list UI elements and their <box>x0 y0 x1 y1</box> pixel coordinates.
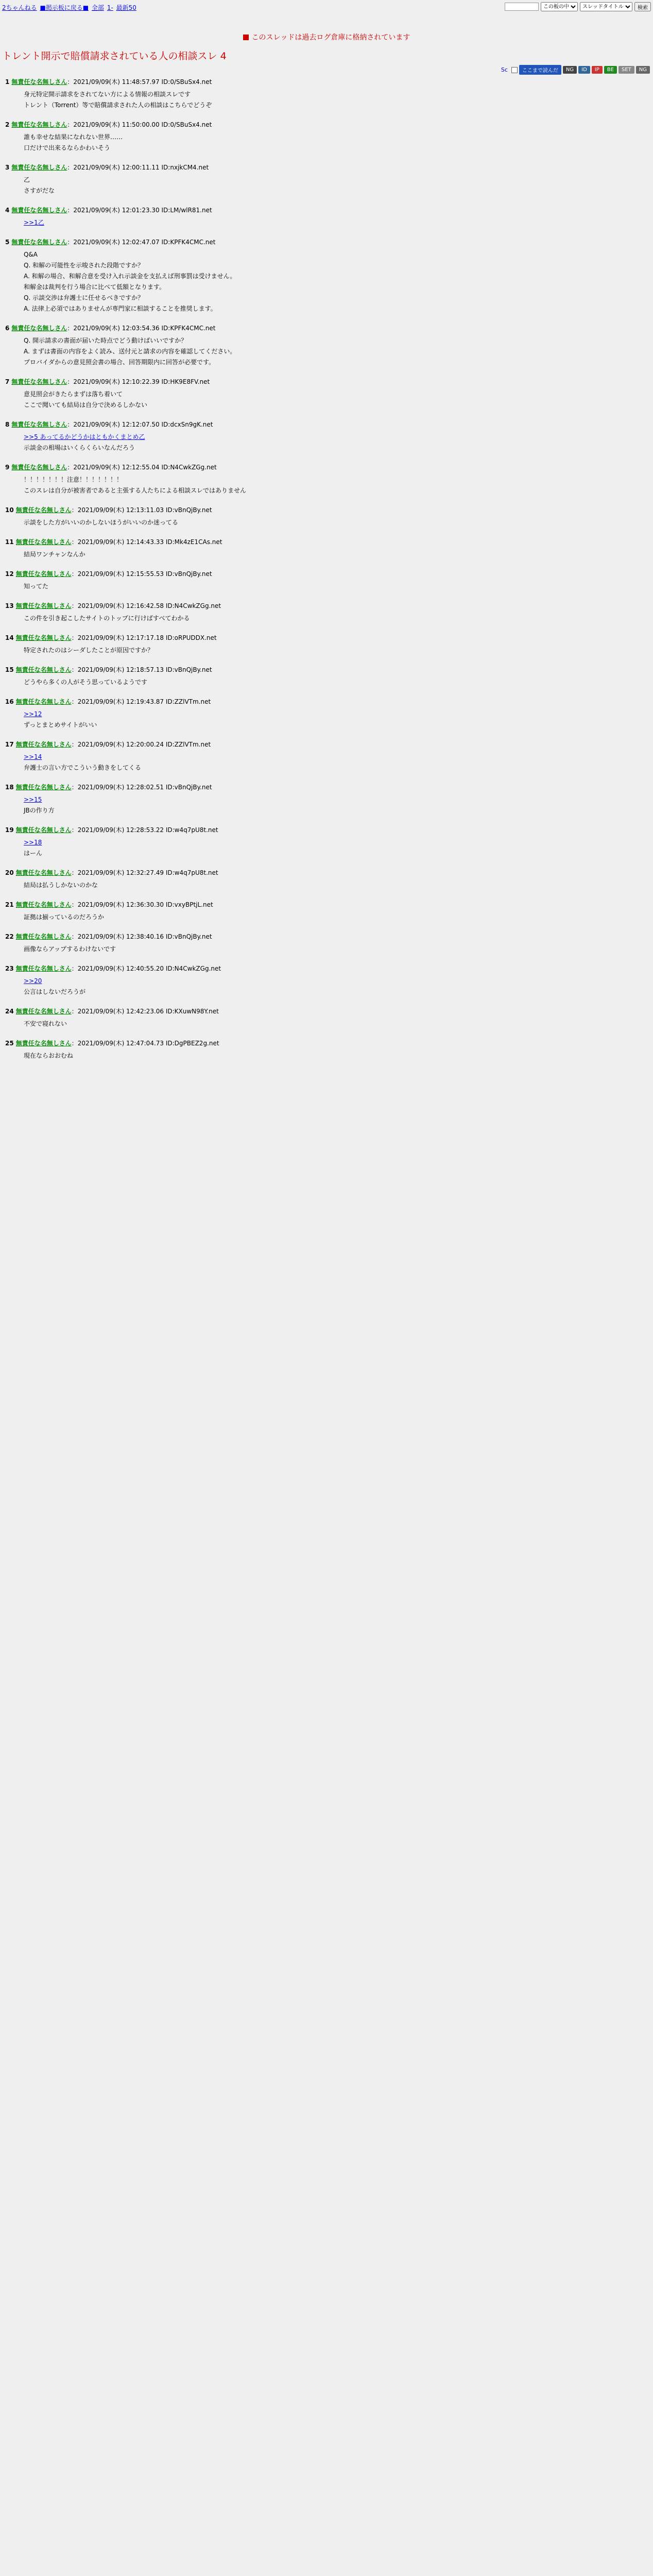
post-body <box>24 944 644 955</box>
post-header <box>5 964 644 973</box>
post-number[interactable]: 2 <box>5 121 10 128</box>
post-header <box>5 238 644 246</box>
post-header <box>5 932 644 941</box>
post-body <box>24 474 644 496</box>
post-header <box>5 1039 644 1047</box>
poster-name[interactable]: 無責任な名無しさん <box>11 378 67 385</box>
post-header <box>5 633 644 642</box>
post-text-line: 証拠は揃っているのだろうか <box>24 913 105 921</box>
post <box>5 569 644 592</box>
poster-name[interactable]: 無責任な名無しさん <box>11 464 67 471</box>
poster-name-wrap <box>16 741 72 748</box>
reply-anchor-link[interactable]: >>18 <box>24 839 42 846</box>
post <box>5 964 644 997</box>
poster-name-wrap <box>16 784 72 791</box>
post-body <box>24 89 644 111</box>
post-header <box>5 206 644 214</box>
post <box>5 783 644 816</box>
post <box>5 163 644 196</box>
post-meta: ：2021/09/09(木) 12:19:43.87 ID:ZZlVTm.net <box>71 698 211 705</box>
poster-name-wrap <box>16 698 72 705</box>
post-header <box>5 463 644 471</box>
post-body <box>24 432 644 453</box>
poster-name[interactable]: 無責任な名無しさん <box>15 698 72 705</box>
post-text-line: はーん <box>24 850 43 857</box>
post-meta: ：2021/09/09(木) 12:10:22.39 ID:HK9E8FV.net <box>67 378 210 385</box>
poster-name[interactable]: 無責任な名無しさん <box>11 121 67 128</box>
poster-name-wrap <box>11 121 67 128</box>
post-text-line: 不安で寝れない <box>24 1020 67 1027</box>
post-number[interactable]: 14 <box>5 634 14 641</box>
post-number[interactable]: 8 <box>5 421 10 428</box>
post-header <box>5 697 644 706</box>
post-body <box>24 389 644 411</box>
vote-link[interactable]: Sc <box>501 66 508 73</box>
top-nav <box>2 1 138 14</box>
post-number[interactable]: 22 <box>5 933 14 940</box>
post-meta: ：2021/09/09(木) 11:48:57.97 ID:0/SBuSx4.net <box>67 78 212 86</box>
post-meta: ：2021/09/09(木) 12:38:40.16 ID:vBnQjBy.net <box>71 933 212 940</box>
post-body <box>24 217 644 228</box>
post-body <box>24 752 644 773</box>
tag-be[interactable]: BE <box>604 66 617 74</box>
post-meta: ：2021/09/09(木) 12:36:30.30 ID:vxyBPtjL.net <box>71 901 213 908</box>
reply-anchor-link[interactable]: >>12 <box>24 710 42 718</box>
post-body <box>24 581 644 592</box>
thread-toolbar <box>501 65 650 75</box>
post-number[interactable]: 3 <box>5 164 10 171</box>
post-body <box>24 175 644 196</box>
search-input[interactable] <box>505 3 539 11</box>
post-number[interactable]: 17 <box>5 741 14 748</box>
post-text-line: Q. 和解の可能性を示唆された段階ですか？ <box>24 262 144 269</box>
post-meta: ：2021/09/09(木) 12:28:53.22 ID:w4q7pU8t.net <box>71 826 218 834</box>
poster-name[interactable]: 無責任な名無しさん <box>15 570 72 578</box>
post-text-line: JBの作り方 <box>24 807 55 814</box>
poster-name-wrap <box>11 325 67 332</box>
post-number[interactable]: 7 <box>5 378 10 385</box>
post-header <box>5 505 644 514</box>
poster-name[interactable]: 無責任な名無しさん <box>11 421 67 428</box>
post-meta: ：2021/09/09(木) 12:17:17.18 ID:oRPUDDX.net <box>71 634 217 641</box>
nav-link-all[interactable]: 全部 <box>91 4 104 11</box>
post-text-line: どうやら多くの人がそう思っているようです <box>24 679 148 686</box>
post-body <box>24 132 644 154</box>
post-number[interactable]: 21 <box>5 901 14 908</box>
post-meta: ：2021/09/09(木) 12:15:55.53 ID:vBnQjBy.net <box>71 570 212 578</box>
post-text-line: A. まずは書面の内容をよく読み、送付元と請求の内容を確認してください。 <box>24 348 236 355</box>
post <box>5 601 644 624</box>
post-meta: ：2021/09/09(木) 12:32:27.49 ID:w4q7pU8t.net <box>71 869 218 876</box>
post <box>5 1007 644 1029</box>
post-body <box>24 549 644 560</box>
poster-name[interactable]: 無責任な名無しさん <box>15 538 72 546</box>
warning-icon <box>243 35 249 40</box>
poster-name-wrap <box>16 965 72 972</box>
post-meta: ：2021/09/09(木) 12:12:55.04 ID:N4CwkZGg.net <box>67 464 217 471</box>
tag-set[interactable]: SET <box>618 66 634 74</box>
post-header <box>5 537 644 546</box>
post-meta: ：2021/09/09(木) 12:01:23.30 ID:LM/wlR81.net <box>67 207 212 214</box>
post-meta: ：2021/09/09(木) 12:14:43.33 ID:Mk4zE1CAs.net <box>71 538 222 546</box>
post-text-line: 知ってた <box>24 583 49 590</box>
post-header <box>5 900 644 909</box>
post-number[interactable]: 25 <box>5 1040 14 1047</box>
reply-anchor-link[interactable]: >>1乙 <box>24 219 44 226</box>
post-body <box>24 1050 644 1061</box>
post-body <box>24 709 644 731</box>
poster-name[interactable]: 無責任な名無しさん <box>15 933 72 940</box>
post-meta: ：2021/09/09(木) 12:12:07.50 ID:dcxSn9gK.net <box>67 421 213 428</box>
poster-name-wrap <box>16 666 72 673</box>
post-meta: ：2021/09/09(木) 12:16:42.58 ID:N4CwkZGg.net <box>71 602 221 609</box>
post-meta: ：2021/09/09(木) 12:47:04.73 ID:DgPBEZ2g.net <box>71 1040 219 1047</box>
poster-name-wrap <box>16 1008 72 1015</box>
poster-name[interactable]: 無責任な名無しさん <box>15 602 72 609</box>
post-header <box>5 163 644 172</box>
post <box>5 463 644 496</box>
post <box>5 868 644 891</box>
post-text-line: このスレは自分が被害者であると主張する人たちによる相談スレではありません <box>24 487 247 494</box>
post <box>5 505 644 528</box>
nav-link-2ch[interactable]: 2ちゃんねる <box>2 4 37 11</box>
post-number[interactable]: 1 <box>5 78 10 86</box>
post-text-line: 口だけで出来るならかわいそう <box>24 144 111 151</box>
post-text-line: 身元特定開示請求をされてない方による情報の相談スレです <box>24 91 191 98</box>
poster-name-wrap <box>16 826 72 834</box>
post-body <box>24 880 644 891</box>
post-text-line: 公言はしないだろうが <box>24 988 86 995</box>
post-text-line: 乙 <box>24 176 30 183</box>
poster-name[interactable]: 無責任な名無しさん <box>11 78 67 86</box>
post-meta: ：2021/09/09(木) 12:20:00.24 ID:ZZlVTm.net <box>71 741 211 748</box>
reply-anchor-link[interactable]: >>20 <box>24 977 42 985</box>
search-button[interactable]: 検索 <box>634 2 651 11</box>
nav-link-board[interactable]: ■掲示板に戻る■ <box>40 4 89 11</box>
post-body <box>24 517 644 528</box>
post-text-line: Q&A <box>24 251 38 258</box>
post-number[interactable]: 10 <box>5 506 14 514</box>
post-meta: ：2021/09/09(木) 12:28:02.51 ID:vBnQjBy.net <box>71 784 212 791</box>
post <box>5 377 644 411</box>
post <box>5 633 644 656</box>
poster-name[interactable]: 無責任な名無しさん <box>11 239 67 246</box>
poster-name-wrap <box>16 901 72 908</box>
post <box>5 1039 644 1061</box>
bookmark-checkbox[interactable] <box>511 67 518 73</box>
post-meta: ：2021/09/09(木) 12:18:57.13 ID:vBnQjBy.net <box>71 666 212 673</box>
nav-link-first[interactable]: 1- <box>107 4 113 11</box>
post-text-line: 結局ワンチャンなんか <box>24 551 85 558</box>
post-header <box>5 420 644 429</box>
poster-name-wrap <box>11 207 67 214</box>
post-number[interactable]: 19 <box>5 826 14 834</box>
poster-name[interactable]: 無責任な名無しさん <box>15 506 72 514</box>
nav-link-latest50[interactable]: 最新50 <box>116 4 136 11</box>
post-number[interactable]: 15 <box>5 666 14 673</box>
post-body <box>24 794 644 816</box>
post-body <box>24 677 644 688</box>
post <box>5 740 644 773</box>
post <box>5 665 644 688</box>
post-number[interactable]: 4 <box>5 207 10 214</box>
post-meta: ：2021/09/09(木) 11:50:00.00 ID:0/SBuSx4.net <box>67 121 212 128</box>
poster-name[interactable]: 無責任な名無しさん <box>15 784 72 791</box>
tag-id[interactable]: ID <box>578 66 590 74</box>
archive-notice: このスレッドは過去ログ倉庫に格納されています <box>0 32 653 42</box>
poster-name[interactable]: 無責任な名無しさん <box>15 634 72 641</box>
post-meta: ：2021/09/09(木) 12:02:47.07 ID:KPFK4CMC.net <box>67 239 216 246</box>
post <box>5 206 644 228</box>
tag-ng[interactable]: NG <box>563 66 577 74</box>
poster-name-wrap <box>16 570 72 578</box>
post-header <box>5 120 644 129</box>
post-text-line: 示談をした方がいいのかしないほうがいいのか迷ってる <box>24 519 179 526</box>
search-scope-select[interactable] <box>541 2 578 11</box>
poster-name-wrap <box>11 239 67 246</box>
tag-ng2[interactable]: NG <box>636 66 650 74</box>
thread-posts <box>5 77 644 1071</box>
post-header <box>5 1007 644 1015</box>
post-meta: ：2021/09/09(木) 12:13:11.03 ID:vBnQjBy.net <box>71 506 212 514</box>
post-number[interactable]: 23 <box>5 965 14 972</box>
post <box>5 77 644 111</box>
post <box>5 900 644 923</box>
poster-name-wrap <box>16 1040 72 1047</box>
post-text-line: 結局は払うしかないのかな <box>24 882 98 889</box>
post <box>5 537 644 560</box>
post-text-line: 特定されたのはシーダしたことが原因ですか？ <box>24 647 154 654</box>
poster-name-wrap <box>16 602 72 609</box>
post-header <box>5 601 644 610</box>
reply-anchor-link[interactable]: >>5 あってるかどうかはともかくまとめ乙 <box>24 433 145 440</box>
poster-name-wrap <box>16 506 72 514</box>
post-text-line: 誰も幸せな結果になれない世界…… <box>24 133 123 141</box>
post-text-line: 意見照会がきたらまずは落ち着いて <box>24 391 123 398</box>
post-text-line: A. 和解の場合、和解合意を受け入れ示談金を支払えば刑事罰は受けません。 <box>24 273 236 280</box>
poster-name-wrap <box>16 538 72 546</box>
post-header <box>5 377 644 386</box>
thread-title: トレント開示で賠償請求されている人の相談スレ 4 <box>2 50 227 62</box>
poster-name-wrap <box>16 634 72 641</box>
tag-read[interactable]: ここまで読んだ <box>519 65 561 75</box>
poster-name-wrap <box>11 421 67 428</box>
poster-name[interactable]: 無責任な名無しさん <box>15 869 72 876</box>
post-body <box>24 645 644 656</box>
post-meta: ：2021/09/09(木) 12:00:11.11 ID:nxjkCM4.net <box>67 164 209 171</box>
search-bar <box>505 2 651 11</box>
post-body <box>24 976 644 997</box>
poster-name[interactable]: 無責任な名無しさん <box>15 1008 72 1015</box>
poster-name[interactable]: 無責任な名無しさん <box>15 741 72 748</box>
tag-ip[interactable]: IP <box>592 66 603 74</box>
poster-name-wrap <box>11 378 67 385</box>
post-text-line: さすがだな <box>24 187 55 194</box>
post-meta: ：2021/09/09(木) 12:42:23.06 ID:KXuwN98Y.net <box>71 1008 219 1015</box>
post-text-line: 弁護士の言い方でこういう動きをしてくる <box>24 764 142 771</box>
post-body <box>24 335 644 368</box>
post-body <box>24 837 644 859</box>
poster-name[interactable]: 無責任な名無しさん <box>15 666 72 673</box>
post-text-line: トレント（Torrent）等で賠償請求された人の相談はこちらでどうぞ <box>24 101 212 109</box>
post-header <box>5 740 644 749</box>
post-number[interactable]: 16 <box>5 698 14 705</box>
poster-name-wrap <box>11 78 67 86</box>
post-number[interactable]: 13 <box>5 602 14 609</box>
post-header <box>5 324 644 332</box>
post-number[interactable]: 5 <box>5 239 10 246</box>
post-text-line: ！！！！！！！注意！！！！！！！ <box>24 476 123 483</box>
poster-name-wrap <box>16 869 72 876</box>
post-number[interactable]: 11 <box>5 538 14 546</box>
post-text-line: A. 法律上必須ではありませんが専門家に相談することを推奨します。 <box>24 305 217 312</box>
post <box>5 324 644 368</box>
post <box>5 932 644 955</box>
post <box>5 120 644 154</box>
post-header <box>5 783 644 791</box>
poster-name[interactable]: 無責任な名無しさん <box>11 164 67 171</box>
reply-anchor-link[interactable]: >>14 <box>24 753 42 760</box>
post-header <box>5 77 644 86</box>
search-sort-select[interactable] <box>580 2 632 11</box>
post-text-line: Q. 示談交渉は弁護士に任せるべきですか？ <box>24 294 144 301</box>
post-number[interactable]: 6 <box>5 325 10 332</box>
post-header <box>5 569 644 578</box>
post-number[interactable]: 20 <box>5 869 14 876</box>
post-number[interactable]: 24 <box>5 1008 14 1015</box>
post-number[interactable]: 9 <box>5 464 10 471</box>
post-text-line: 和解金は裁判を行う場合に比べて低額となります。 <box>24 283 166 291</box>
post-text-line: ずっとまとめサイトがいい <box>24 721 97 728</box>
post-text-line: ここで聞いても結局は自分で決めるしかない <box>24 401 148 409</box>
poster-name-wrap <box>16 933 72 940</box>
poster-name[interactable]: 無責任な名無しさん <box>15 826 72 834</box>
poster-name-wrap <box>11 164 67 171</box>
post-body <box>24 249 644 314</box>
poster-name[interactable]: 無責任な名無しさん <box>11 325 67 332</box>
poster-name[interactable]: 無責任な名無しさん <box>15 901 72 908</box>
post-number[interactable]: 12 <box>5 570 14 578</box>
post-text-line: 示談金の相場はいくらくらいなんだろう <box>24 444 135 451</box>
post <box>5 697 644 731</box>
post-text-line: 画像ならアップするわけないです <box>24 945 116 953</box>
post-header <box>5 665 644 674</box>
post-text-line: プロバイダからの意見照会書の場合、回答期限内に回答が必要です。 <box>24 359 215 366</box>
post-body <box>24 613 644 624</box>
reply-anchor-link[interactable]: >>15 <box>24 796 42 803</box>
poster-name[interactable]: 無責任な名無しさん <box>15 965 72 972</box>
post-meta: ：2021/09/09(木) 12:03:54.36 ID:KPFK4CMC.net <box>67 325 216 332</box>
post-text-line: Q. 開示請求の書面が届いた時点でどう動けばいいですか？ <box>24 337 187 344</box>
post-text-line: この件を引き起こしたサイトのトップに行けばすべてわかる <box>24 615 190 622</box>
poster-name[interactable]: 無責任な名無しさん <box>11 207 67 214</box>
post <box>5 825 644 859</box>
post-text-line: 現在ならおおむね <box>24 1052 74 1059</box>
post <box>5 420 644 453</box>
post-header <box>5 868 644 877</box>
post-body <box>24 912 644 923</box>
post-number[interactable]: 18 <box>5 784 14 791</box>
post <box>5 238 644 314</box>
poster-name[interactable]: 無責任な名無しさん <box>15 1040 72 1047</box>
poster-name-wrap <box>11 464 67 471</box>
post-header <box>5 825 644 834</box>
post-body <box>24 1019 644 1029</box>
post-meta: ：2021/09/09(木) 12:40:55.20 ID:N4CwkZGg.net <box>71 965 221 972</box>
